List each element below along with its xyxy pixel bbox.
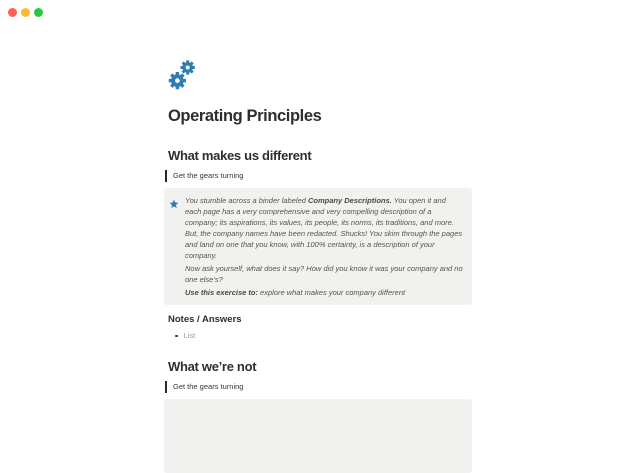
callout-exercise-not: [164, 399, 472, 473]
bullet-icon: [175, 335, 178, 338]
callout-text: [185, 195, 464, 298]
quote-get-the-gears-turning-2: [165, 381, 472, 393]
star-icon: [169, 196, 179, 206]
heading-what-were-not: What we’re not: [168, 359, 257, 374]
heading-what-makes-us-different: What makes us different: [168, 148, 312, 163]
close-button[interactable]: [8, 8, 17, 17]
gears-icon[interactable]: [168, 58, 198, 92]
titlebar: [8, 8, 43, 17]
callout-paragraph-1: You stumble across a binder labeled Company Descriptions. You open it and each page has a very comprehensive and very compelling description of a company; its aspirations, its values, its people, its norms, its traditions, and more. But, the company names have been redacted. Shucks! You skim through the pages and land on one that you know, with 100% certainty, is a description of your company.: [185, 196, 463, 260]
list-item-placeholder[interactable]: [168, 331, 472, 341]
page-content: [164, 0, 472, 473]
minimize-button[interactable]: [21, 8, 30, 17]
list-placeholder-text: List: [183, 331, 196, 340]
quote-get-the-gears-turning-1: [165, 170, 472, 182]
callout-paragraph-2: Now ask yourself, what does it say? How did you know it was your company and no one else’s?: [185, 264, 463, 284]
quote-text: Get the gears turning: [173, 382, 244, 391]
quote-text: Get the gears turning: [173, 171, 244, 180]
callout-exercise-different: [164, 188, 472, 305]
callout-paragraph-3: Use this exercise to: explore what makes your company different: [185, 288, 406, 297]
page-title: Operating Principles: [168, 107, 322, 125]
heading-notes-answers: Notes / Answers: [168, 314, 242, 325]
zoom-button[interactable]: [34, 8, 43, 17]
